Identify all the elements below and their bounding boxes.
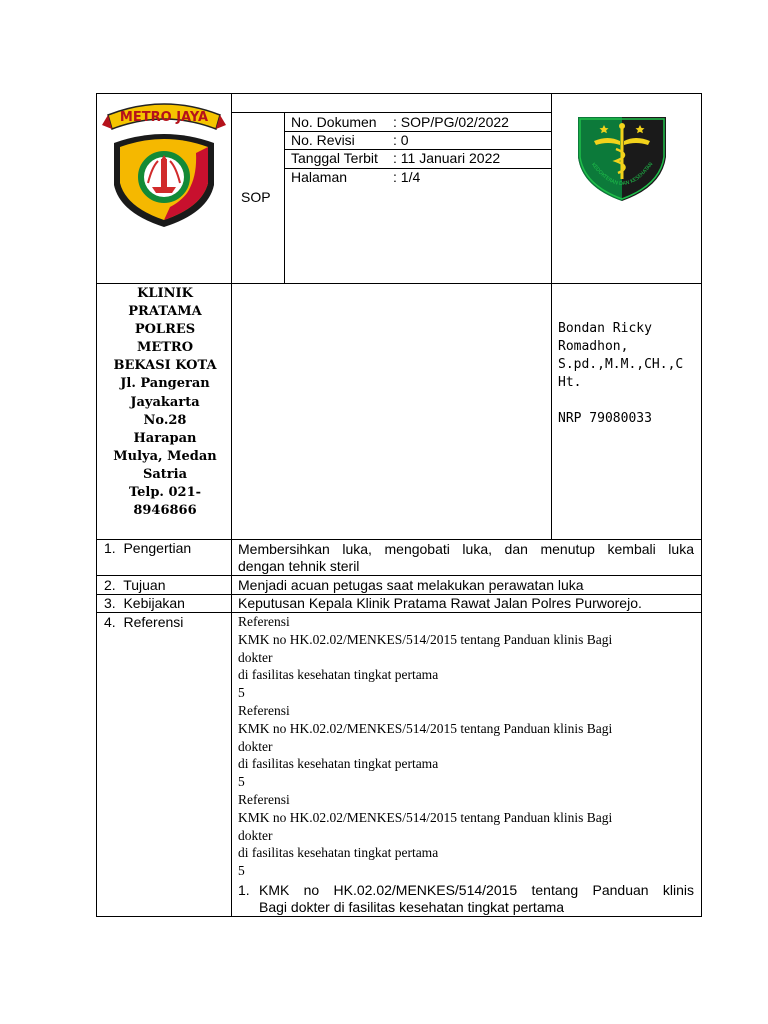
reference-line: 5 (238, 685, 245, 701)
clinic-line: 8946866 (133, 503, 197, 519)
section-label-referensi: 4. Referensi (104, 614, 184, 630)
reference-block (238, 613, 694, 702)
clinic-line: POLRES (134, 322, 196, 338)
page-value: : 1/4 (393, 169, 421, 185)
section-label-pengertian: 1. Pengertian (104, 540, 192, 556)
pengertian-text-line2: dengan tehnik steril (238, 558, 360, 574)
reference-line: Referensi (238, 791, 290, 807)
revision-value: : 0 (393, 132, 409, 148)
clinic-line: PRATAMA (128, 304, 202, 320)
sop-label: SOP (241, 189, 271, 205)
clinic-line: KLINIK (137, 286, 193, 301)
logo-banner-text: METRO JAYA (119, 110, 209, 125)
revision-label: No. Revisi (291, 132, 355, 148)
reference-line: di fasilitas kesehatan tingkat pertama (238, 667, 439, 683)
clinic-line: METRO (136, 340, 194, 356)
referensi-list-line2: Bagi dokter di fasilitas kesehatan tingkat pertama (259, 899, 565, 915)
pengertian-text-line1: Membersihkan luka, mengobati luka, dan menutup kembali luka (238, 541, 694, 557)
clinic-line: Harapan (133, 430, 197, 446)
reference-line: Referensi (238, 614, 290, 629)
reference-line: KMK no HK.02.02/MENKES/514/2015 tentang Panduan klinis Bagi (238, 809, 613, 825)
reference-block (238, 791, 694, 880)
signatory-line: Ht. (558, 375, 582, 390)
reference-line: KMK no HK.02.02/MENKES/514/2015 tentang Panduan klinis Bagi (238, 631, 613, 647)
doc-number-value: : SOP/PG/02/2022 (393, 114, 509, 130)
signatory-line (558, 392, 698, 410)
reference-line: dokter (238, 738, 273, 754)
issue-date-value: : 11 Januari 2022 (393, 150, 501, 166)
reference-line: di fasilitas kesehatan tingkat pertama (238, 756, 439, 772)
kebijakan-text: Keputusan Kepala Klinik Pratama Rawat Jalan Polres Purworejo. (238, 595, 642, 611)
logo-arc-text: KEDOKTERAN DAN KESEHATAN (589, 161, 655, 188)
referensi-list-number: 1. (238, 882, 250, 898)
clinic-line: Jayakarta (130, 394, 200, 410)
tujuan-text: Menjadi acuan petugas saat melakukan perawatan luka (238, 577, 584, 593)
reference-line: 5 (238, 863, 245, 879)
reference-block (238, 702, 694, 791)
reference-line: di fasilitas kesehatan tingkat pertama (238, 845, 439, 861)
clinic-line: Satria (142, 466, 188, 482)
doc-number-label: No. Dokumen (291, 114, 377, 130)
issue-date-label: Tanggal Terbit (291, 150, 378, 166)
medical-shield-logo (574, 111, 670, 203)
referensi-blocks (238, 613, 694, 880)
clinic-line: No.28 (143, 412, 187, 428)
reference-line: dokter (238, 649, 273, 665)
signatory-line: Bondan Ricky (558, 321, 652, 336)
clinic-line: Jl. Pangeran (120, 376, 210, 392)
page-label: Halaman (291, 169, 348, 185)
clinic-line: Telp. 021- (128, 485, 202, 501)
clinic-line: Mulya, Medan (113, 448, 217, 464)
reference-line: KMK no HK.02.02/MENKES/514/2015 tentang Panduan klinis Bagi (238, 720, 613, 736)
reference-line: dokter (238, 827, 273, 843)
signatory-line: Romadhon, (558, 339, 629, 354)
signatory-line: S.pd.,M.M.,CH.,C (558, 357, 684, 372)
clinic-line: BEKASI KOTA (113, 358, 217, 374)
reference-line: 5 (238, 774, 245, 790)
signatory-nrp: NRP 79080033 (558, 411, 652, 426)
signatory (558, 320, 698, 428)
section-label-kebijakan: 3. Kebijakan (104, 595, 185, 611)
referensi-list-line1: KMK no HK.02.02/MENKES/514/2015 tentang Panduan klinis (259, 882, 694, 898)
reference-line: Referensi (238, 702, 290, 718)
section-label-tujuan: 2. Tujuan (104, 577, 166, 593)
metro-jaya-logo (100, 95, 228, 235)
clinic-address (100, 285, 230, 520)
